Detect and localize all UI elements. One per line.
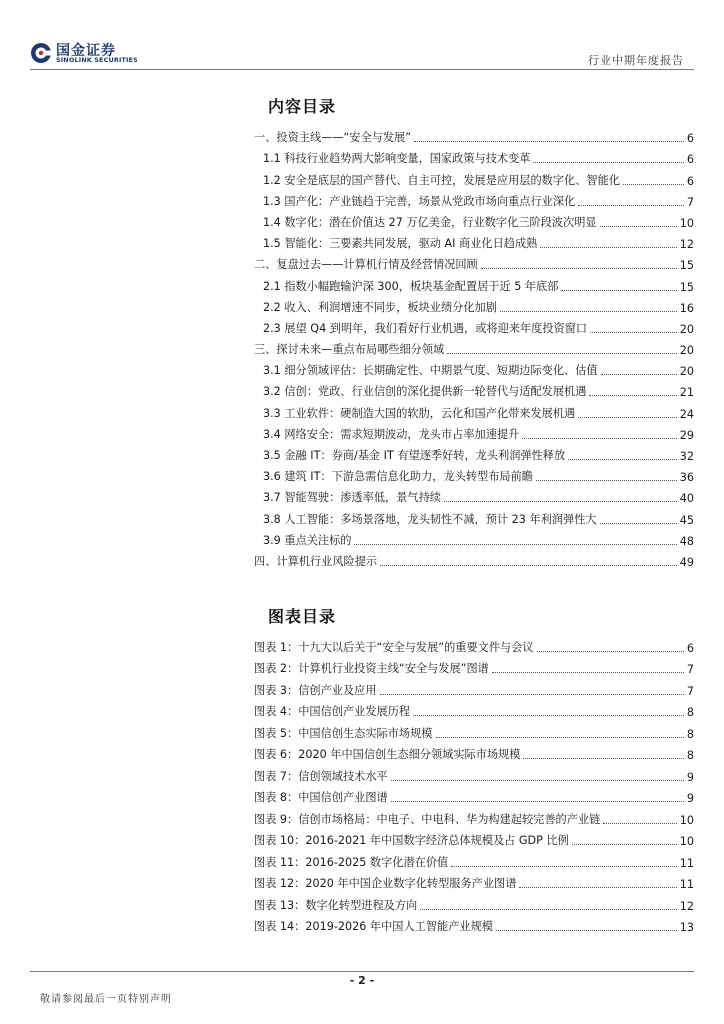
toc-entry[interactable] [254, 188, 694, 209]
toc-entry-label: 1.5 智能化：三要素共同发展，驱动 AI 商业化日趋成熟 [263, 237, 538, 251]
toc-entry-page: 20 [679, 322, 694, 336]
disclaimer-note: 敬请参阅最后一页特别声明 [40, 994, 172, 1005]
toc-entry-label: 3.3 工业软件：硬制造大国的软肋，云化和国产化带来发展机遇 [263, 406, 576, 420]
toc-entry-page: 20 [679, 365, 694, 379]
toc-entry[interactable] [254, 421, 694, 442]
toc-entry-page: 10 [679, 216, 694, 230]
figure-entry-label: 图表 1：十九大以后关于“安全与发展”的重要文件与会议 [254, 640, 534, 654]
toc-entry-page: 15 [679, 259, 694, 273]
toc-entry[interactable] [254, 399, 694, 420]
toc-entry[interactable] [254, 505, 694, 526]
figure-entry-page: 9 [686, 770, 694, 784]
footer-divider [30, 971, 694, 972]
toc-entry[interactable] [254, 166, 694, 187]
figure-entry-label: 图表 6：2020 年中国信创生态细分领域实际市场规模 [254, 748, 521, 761]
dot-leader [578, 205, 684, 206]
dot-leader [540, 247, 676, 248]
dot-leader [568, 459, 677, 460]
toc-entry-page: 6 [686, 132, 694, 146]
figure-entry[interactable] [254, 913, 694, 935]
dot-leader [436, 737, 684, 738]
toc-entry[interactable] [254, 357, 694, 378]
toc-entry-label: 3.7 智能驾驶：渗透率低，景气持续 [263, 491, 441, 505]
toc-entry-page: 16 [679, 301, 694, 315]
figure-entry[interactable] [254, 719, 694, 741]
figure-entry[interactable] [254, 741, 694, 763]
toc-entry-page: 20 [679, 344, 694, 358]
dot-leader [413, 715, 684, 716]
toc-entry-page: 40 [679, 492, 694, 506]
toc-entry-label: 三、探讨未来—重点布局哪些细分领域 [254, 343, 445, 357]
figure-entry-page: 13 [679, 921, 694, 934]
toc-entry[interactable] [254, 230, 694, 251]
dot-leader [519, 887, 676, 888]
dot-leader [601, 374, 677, 375]
figure-entry[interactable] [254, 633, 694, 655]
toc-entry[interactable] [254, 145, 694, 166]
figure-entry-page: 9 [686, 792, 694, 805]
toc-entry-page: 12 [679, 238, 694, 252]
toc-entry[interactable] [254, 272, 694, 293]
toc-entry-page: 48 [679, 534, 694, 548]
dot-leader [447, 353, 677, 354]
figure-entry[interactable] [254, 698, 694, 720]
dot-leader [600, 523, 677, 524]
figure-entry-label: 图表 12：2020 年中国企业数字化转型服务产业图谱 [254, 877, 517, 890]
toc-entry-label: 3.8 人工智能：多场景落地，龙头韧性不减，预计 23 年利润弹性大 [263, 512, 597, 526]
toc-entry-label: 2.1 指数小幅跑输沪深 300，板块基金配置居于近 5 年底部 [263, 279, 559, 293]
dot-leader [600, 226, 677, 227]
dot-leader [533, 162, 683, 163]
figure-entry[interactable] [254, 676, 694, 698]
dot-leader [391, 801, 684, 802]
figure-entry[interactable] [254, 655, 694, 677]
toc-entry[interactable] [254, 336, 694, 357]
toc-entry-label: 一、投资主线——“安全与发展” [254, 131, 412, 145]
dot-leader [603, 823, 676, 824]
dot-leader [536, 480, 677, 481]
figure-entry[interactable] [254, 762, 694, 784]
toc-entry[interactable] [254, 209, 694, 230]
header-divider [30, 69, 694, 70]
figure-entry[interactable] [254, 891, 694, 913]
dot-leader [572, 844, 677, 845]
toc-entry-label: 3.5 金融 IT：券商/基金 IT 有望逐季好转，龙头利润弹性释放 [263, 449, 566, 462]
figure-entry-page: 8 [686, 727, 694, 741]
figure-entry-page: 8 [686, 749, 694, 762]
toc-entry-label: 1.1 科技行业趋势两大影响变量，国家政策与技术变革 [263, 152, 531, 166]
toc-entry-label: 2.2 收入、利润增速不同步，板块业绩分化加剧 [263, 300, 497, 314]
toc-entry[interactable] [254, 251, 694, 272]
toc-entry-page: 36 [679, 471, 694, 485]
figure-entry[interactable] [254, 827, 694, 849]
toc-entry-label: 3.4 网络安全：需求短期波动，龙头市占率加速提升 [263, 427, 520, 441]
dot-leader [578, 417, 677, 418]
dot-leader [496, 930, 677, 931]
dot-leader [420, 909, 677, 910]
toc-entry-label: 3.2 信创：党政、行业信创的深化提供新一轮替代与适配发展机遇 [263, 385, 587, 399]
dot-leader [589, 395, 676, 396]
dot-leader [523, 758, 683, 759]
dot-leader [451, 866, 677, 867]
logo-chinese-name: 国金证券 [56, 43, 116, 59]
figure-entry-label: 图表 7：信创领域技术水平 [254, 769, 388, 783]
figure-entry-label: 图表 10：2016-2021 年中国数字经济总体规模及占 GDP 比例 [254, 834, 569, 847]
toc-entry-page: 6 [686, 153, 694, 167]
toc-entry-page: 24 [679, 407, 694, 421]
figure-entry-label: 图表 2：计算机行业投资主线“安全与发展”图谱 [254, 662, 489, 675]
dot-leader [537, 651, 684, 652]
toc-entry-page: 49 [679, 555, 694, 569]
toc-entry[interactable] [254, 315, 694, 336]
dot-leader [492, 672, 684, 673]
toc-entry-page: 6 [686, 174, 694, 188]
toc-entry-page: 32 [679, 450, 694, 463]
toc-entry-label: 2.3 展望 Q4 到明年，我们看好行业机遇，或将迎来年度投资窗口 [263, 321, 588, 335]
figure-entry-page: 12 [679, 899, 694, 913]
figure-entry-label: 图表 3：信创产业及应用 [254, 683, 377, 697]
toc-entry[interactable] [254, 124, 694, 145]
report-type: 行业中期年度报告 [588, 54, 684, 67]
figure-entry-page: 6 [686, 641, 694, 655]
dot-leader [500, 311, 677, 312]
dot-leader [380, 694, 684, 695]
dot-leader [414, 141, 684, 142]
toc-entry-label: 四、计算机行业风险提示 [254, 554, 378, 568]
toc-entry[interactable] [254, 442, 694, 463]
figure-entry[interactable] [254, 784, 694, 806]
figure-entry-label: 图表 4：中国信创产业发展历程 [254, 705, 411, 718]
sinolink-logo-icon [30, 42, 52, 64]
toc-entry-label: 1.4 数字化：潜在价值达 27 万亿美金，行业数字化三阶段波次明显 [263, 215, 597, 229]
dot-leader [354, 544, 676, 545]
figure-entry[interactable] [254, 805, 694, 827]
toc-entry-label: 3.1 细分领域评估：长期确定性、中期景气度、短期边际变化、估值 [263, 364, 598, 378]
page-header [0, 0, 724, 70]
figure-entry-label: 图表 13：数字化转型进程及方向 [254, 898, 418, 912]
toc-entry-label: 3.9 重点关注标的 [263, 533, 352, 547]
toc-entry[interactable] [254, 548, 694, 569]
dot-leader [561, 290, 676, 291]
toc-entry-page: 29 [679, 428, 694, 442]
figure-entry-label: 图表 14：2019-2026 年中国人工智能产业规模 [254, 920, 493, 933]
figure-entry-page: 11 [679, 856, 694, 870]
dot-leader [590, 332, 677, 333]
dot-leader [481, 268, 677, 269]
dot-leader [444, 501, 677, 502]
toc-entry[interactable] [254, 463, 694, 484]
figure-entry-page: 11 [679, 878, 694, 891]
dot-leader [623, 184, 684, 185]
toc-entry[interactable] [254, 527, 694, 548]
toc-entry-page: 21 [679, 386, 694, 400]
company-logo [30, 42, 140, 66]
figure-entry-label: 图表 11：2016-2025 数字化潜在价值 [254, 855, 449, 869]
page-number: - 2 - [349, 974, 375, 987]
toc-entry[interactable] [254, 484, 694, 505]
dot-leader [391, 780, 684, 781]
toc-entry-page: 7 [686, 195, 694, 209]
figure-entry-page: 10 [679, 813, 694, 827]
dot-leader [380, 565, 677, 566]
figure-list [254, 633, 694, 934]
figure-entry-page: 10 [679, 835, 694, 848]
figure-entry-page: 7 [686, 684, 694, 698]
toc-entry-label: 1.2 安全是底层的国产替代、自主可控，发展是应用层的数字化、智能化 [263, 173, 620, 187]
figure-entry[interactable] [254, 848, 694, 870]
toc-entry[interactable] [254, 294, 694, 315]
toc-entry-label: 3.6 建筑 IT：下游急需信息化助力，龙头转型布局前瞻 [263, 470, 533, 484]
table-of-contents [254, 124, 694, 569]
toc-title: 内容目录 [268, 97, 337, 116]
toc-entry[interactable] [254, 378, 694, 399]
figure-entry[interactable] [254, 870, 694, 892]
figure-entry-label: 图表 5：中国信创生态实际市场规模 [254, 726, 433, 740]
figure-list-title: 图表目录 [268, 607, 337, 626]
figure-entry-label: 图表 8：中国信创产业图谱 [254, 791, 388, 804]
toc-entry-label: 1.3 国产化：产业链趋于完善，场景从党政市场向重点行业深化 [263, 194, 576, 208]
figure-entry-label: 图表 9：信创市场格局：中电子、中电科、华为构建起较完善的产业链 [254, 812, 601, 826]
toc-entry-page: 15 [679, 280, 694, 294]
logo-english-name: SINOLINK SECURITIES [56, 56, 138, 64]
toc-entry-page: 45 [679, 513, 694, 527]
figure-entry-page: 8 [686, 706, 694, 719]
dot-leader [522, 438, 676, 439]
toc-entry-label: 二、复盘过去——计算机行情及经营情况回顾 [254, 258, 478, 272]
figure-entry-page: 7 [686, 663, 694, 676]
